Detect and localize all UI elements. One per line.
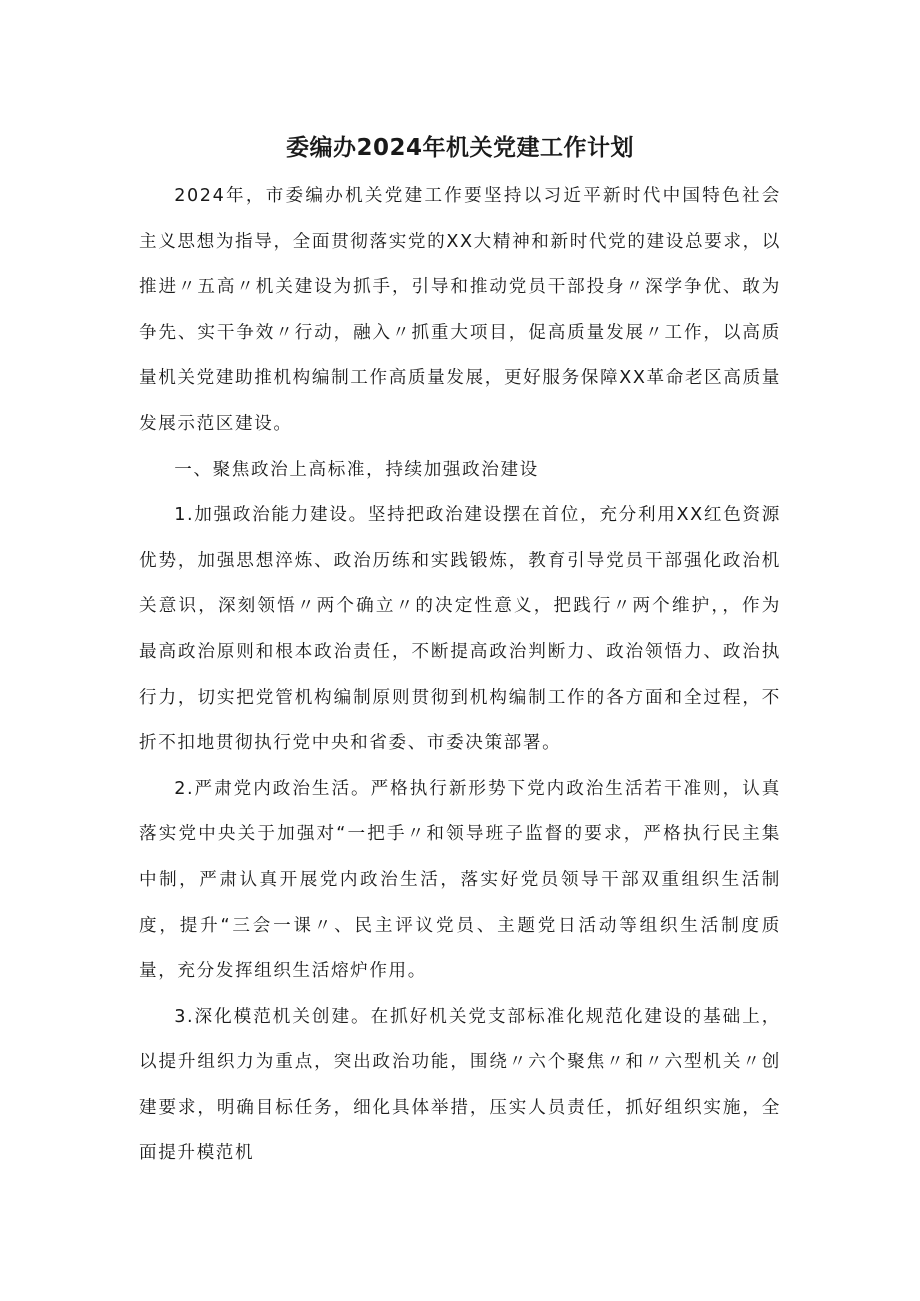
- document-title: 委编办2024年机关党建工作计划: [285, 135, 634, 161]
- item-paragraph-1: 1.加强政治能力建设。坚持把政治建设摆在首位，充分利用XX红色资源优势，加强思想淬炼、政治历练和实践锻炼，教育引导党员干部强化政治机关意识，深刻领悟〃两个确立〃的决定性意义，把践行〃两个维护，，作为最高政治原则和根本政治责任，不断提高政治判断力、政治领悟力、政治执行力，切实把党管机构编制原则贯彻到机构编制工作的各方面和全过程，不折不扣地贯彻执行党中央和省委、市委决策部署。: [139, 505, 781, 754]
- item-paragraph-2: 2.严肃党内政治生活。严格执行新形势下党内政治生活若干准则，认真落实党中央关于加强对“一把手〃和领导班子监督的要求，严格执行民主集中制，严肃认真开展党内政治生活，落实好党员领导干部双重组织生活制度，提升“三会一课〃、民主评议党员、主题党日活动等组织生活制度质量，充分发挥组织生活熔炉作用。: [139, 778, 781, 982]
- intro-paragraph: 2024年，市委编办机关党建工作要坚持以习近平新时代中国特色社会主义思想为指导，全面贯彻落实党的XX大精神和新时代党的建设总要求，以推进〃五高〃机关建设为抓手，引导和推动党员干部投身〃深学争优、敢为争先、实干争效〃行动，融入〃抓重大项目，促高质量发展〃工作，以高质量机关党建助推机构编制工作高质量发展，更好服务保障XX革命老区高质量发展示范区建设。: [139, 186, 781, 434]
- section-heading-1: 一、聚焦政治上高标准，持续加强政治建设: [174, 459, 539, 480]
- item-paragraph-3: 3.深化模范机关创建。在抓好机关党支部标准化规范化建设的基础上，以提升组织力为重点，突出政治功能，围绕〃六个聚焦〃和〃六型机关〃创建要求，明确目标任务，细化具体举措，压实人员责任，抓好组织实施，全面提升模范机: [139, 1006, 781, 1164]
